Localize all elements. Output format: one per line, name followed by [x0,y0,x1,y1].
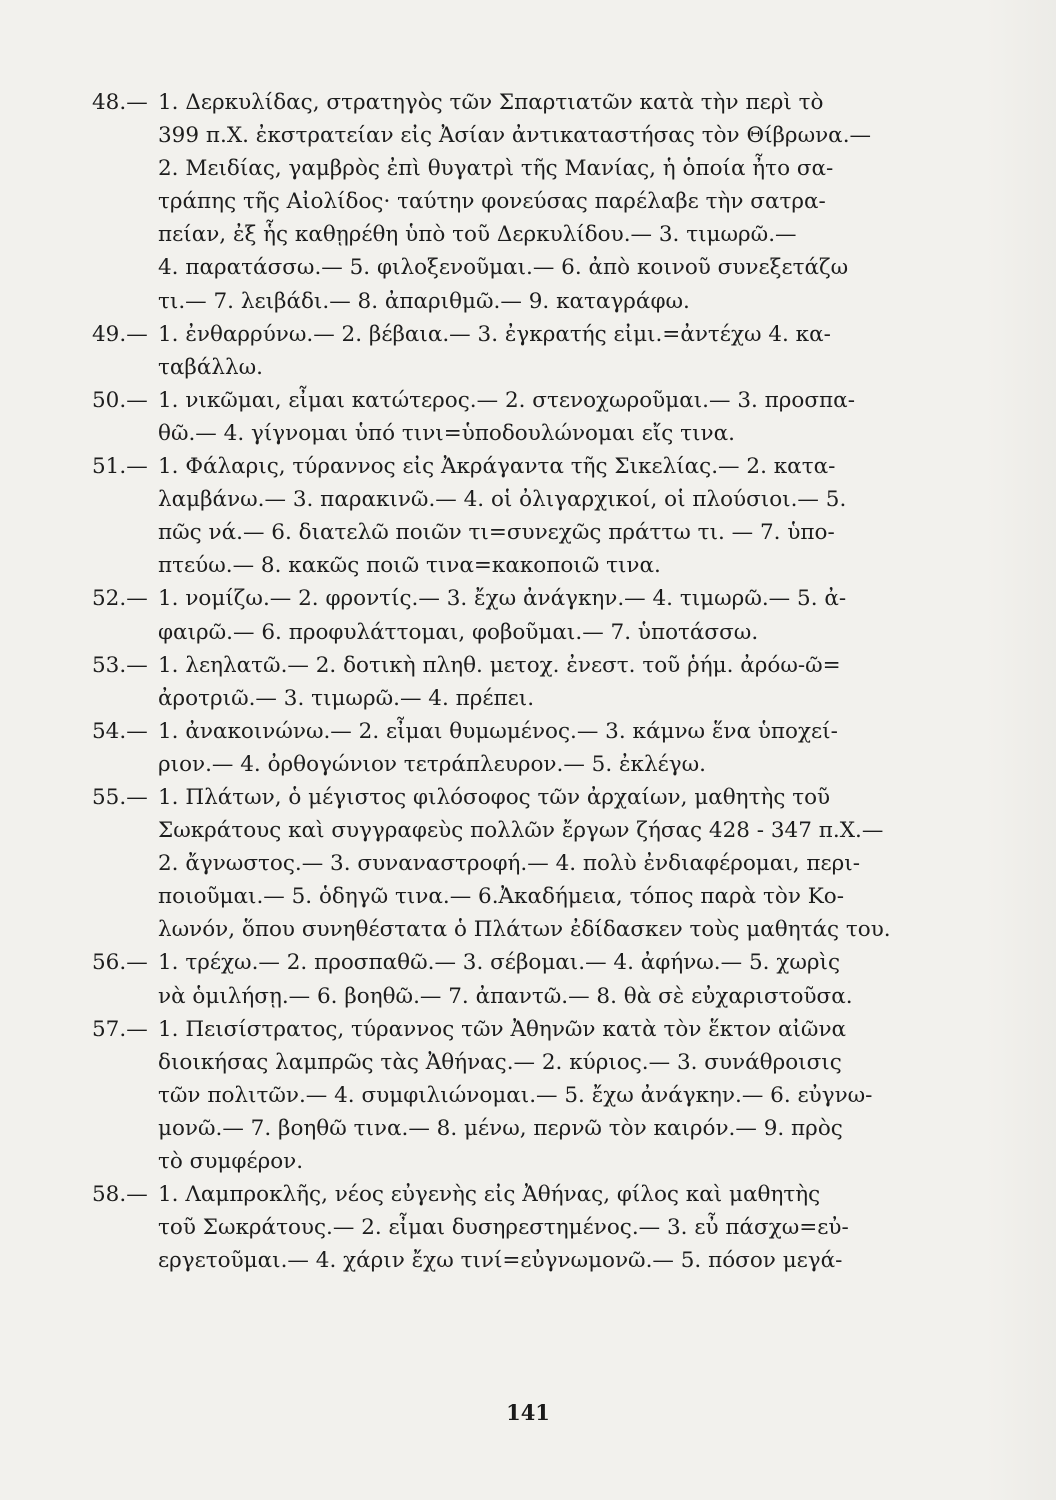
entry-number: 49.— [92,321,148,347]
entry-line: τὸ συμφέρον. [158,1149,304,1174]
entry-line: Σωκράτους καὶ συγγραφεὺς πολλῶν ἔργων ζήσας 428 - 347 π.Χ.— [158,818,884,844]
entry-line: 399 π.Χ. ἐκστρατείαν εἰς Ἀσίαν ἀντικαταστήσας τὸν Θίβρωνα.— [158,123,872,149]
entry-line: λωνόν, ὅπου συνηθέστατα ὁ Πλάτων ἐδίδασκεν τοὺς μαθητάς του. [158,917,891,943]
entry-number: 52.— [92,586,148,612]
entry-line: 1. ἀνακοινώνω.— 2. εἶμαι θυμωμένος.— 3. κάμνω ἕνα ὑποχεί- [158,718,838,744]
glossary-entry [92,1013,942,1178]
glossary-entry [92,86,942,318]
entry-text [158,1013,942,1178]
entry-number: 56.— [92,950,148,976]
entry-number: 51.— [92,454,148,480]
entry-line: 1. τρέχω.— 2. προσπαθῶ.— 3. σέβομαι.— 4. ἀφήνω.— 5. χωρὶς [158,950,840,976]
entry-line: φαιρῶ.— 6. προφυλάττομαι, φοβοῦμαι.— 7. ὑποτάσσω. [158,619,759,645]
entry-number: 53.— [92,652,148,678]
glossary-entry [92,715,942,781]
entry-line: πτεύω.— 8. κακῶς ποιῶ τινα=κακοποιῶ τινα. [158,553,661,579]
entry-line: ταβάλλω. [158,354,263,380]
entry-line: θῶ.— 4. γίγνομαι ὑπό τινι=ὑποδουλώνομαι εἴς τινα. [158,420,735,446]
entry-line: μονῶ.— 7. βοηθῶ τινα.— 8. μένω, περνῶ τὸν καιρόν.— 9. πρὸς [158,1115,843,1141]
entry-line: ἀροτριῶ.— 3. τιμωρῶ.— 4. πρέπει. [158,685,535,711]
entry-line: διοικήσας λαμπρῶς τὰς Ἀθήνας.— 2. κύριος.— 3. συνάθροισις [158,1049,842,1075]
entry-number: 57.— [92,1016,148,1042]
entry-text [158,1178,942,1277]
entry-line: 1. Δερκυλίδας, στρατηγὸς τῶν Σπαρτιατῶν κατὰ τὴν περὶ τὸ [158,90,824,115]
entry-line: εργετοῦμαι.— 4. χάριν ἔχω τινί=εὐγνωμονῶ.— 5. πόσον μεγά- [158,1248,843,1274]
entry-text [158,384,942,450]
page-edge-shadow [986,0,1056,1500]
glossary-entry [92,582,942,648]
entry-line: τοῦ Σωκράτους.— 2. εἶμαι δυσηρεστημένος.— 3. εὖ πάσχω=εὐ- [158,1215,849,1241]
entry-line: 1. Πλάτων, ὁ μέγιστος φιλόσοφος τῶν ἀρχαίων, μαθητὴς τοῦ [158,784,831,810]
entry-line: 1. ἐνθαρρύνω.— 2. βέβαια.— 3. ἐγκρατής εἰμι.=ἀντέχω 4. κα- [158,321,831,347]
entry-line: 4. παρατάσσω.— 5. φιλοξενοῦμαι.— 6. ἀπὸ κοινοῦ συνεξετάζω [158,255,849,281]
entry-line: 1. Φάλαρις, τύραννος εἰς Ἀκράγαντα τῆς Σικελίας.— 2. κατα- [158,454,836,480]
entry-number: 55.— [92,784,148,810]
entry-line: τῶν πολιτῶν.— 4. συμφιλιώνομαι.— 5. ἔχω ἀνάγκην.— 6. εὐγνω- [158,1082,873,1108]
entry-number: 54.— [92,718,148,744]
entry-text [158,318,942,384]
entry-text [158,649,942,715]
entry-line: τι.— 7. λειβάδι.— 8. ἀπαριθμῶ.— 9. καταγράφω. [158,288,690,314]
glossary-entry [92,781,942,946]
glossary-entry [92,318,942,384]
entry-text [158,946,942,1012]
entry-line: ποιοῦμαι.— 5. ὁδηγῶ τινα.— 6.Ἀκαδήμεια, τόπος παρὰ τὸν Κο- [158,884,845,910]
entry-text [158,582,942,648]
entry-line: 1. λεηλατῶ.— 2. δοτικὴ πληθ. μετοχ. ἐνεστ. τοῦ ῥήμ. ἀρόω-ῶ= [158,652,841,678]
entry-line: πῶς νά.— 6. διατελῶ ποιῶν τι=συνεχῶς πράττω τι. — 7. ὑπο- [158,520,835,546]
glossary-entry [92,649,942,715]
glossary-entries [92,86,942,1277]
glossary-entry [92,1178,942,1277]
entry-number: 58.— [92,1182,148,1208]
entry-line: 1. νικῶμαι, εἶμαι κατώτερος.— 2. στενοχωροῦμαι.— 3. προσπα- [158,387,855,413]
entry-line: λαμβάνω.— 3. παρακινῶ.— 4. οἱ ὀλιγαρχικοί, οἱ πλούσιοι.— 5. [158,487,847,513]
entry-number: 50.— [92,387,148,413]
entry-text [158,86,942,318]
entry-number: 48.— [92,90,148,115]
glossary-entry [92,946,942,1012]
entry-line: νὰ ὁμιλήσῃ.— 6. βοηθῶ.— 7. ἀπαντῶ.— 8. θὰ σὲ εὐχαριστοῦσα. [158,983,853,1009]
entry-line: 1. Λαμπροκλῆς, νέος εὐγενὴς εἰς Ἀθήνας, φίλος καὶ μαθητὴς [158,1182,821,1208]
entry-line: ριον.— 4. ὀρθογώνιον τετράπλευρον.— 5. ἐκλέγω. [158,751,706,777]
glossary-entry [92,384,942,450]
page-number: 141 [506,1400,550,1425]
entry-line: 2. ἄγνωστος.— 3. συναναστροφή.— 4. πολὺ ἐνδιαφέρομαι, περι- [158,851,860,877]
entry-text [158,781,942,946]
entry-line: πείαν, ἐξ ἧς καθῃρέθη ὑπὸ τοῦ Δερκυλίδου.— 3. τιμωρῶ.— [158,222,797,248]
entry-line: 2. Μειδίας, γαμβρὸς ἐπὶ θυγατρὶ τῆς Μανίας, ἡ ὁποία ἦτο σα- [158,156,834,182]
entry-text [158,450,942,582]
entry-text [158,715,942,781]
entry-line: τράπης τῆς Αἰολίδος· ταύτην φονεύσας παρέλαβε τὴν σατρα- [158,189,826,215]
entry-line: 1. Πεισίστρατος, τύραννος τῶν Ἀθηνῶν κατὰ τὸν ἕκτον αἰῶνα [158,1016,847,1042]
entry-line: 1. νομίζω.— 2. φροντίς.— 3. ἔχω ἀνάγκην.— 4. τιμωρῶ.— 5. ἀ- [158,586,847,612]
glossary-entry [92,450,942,582]
